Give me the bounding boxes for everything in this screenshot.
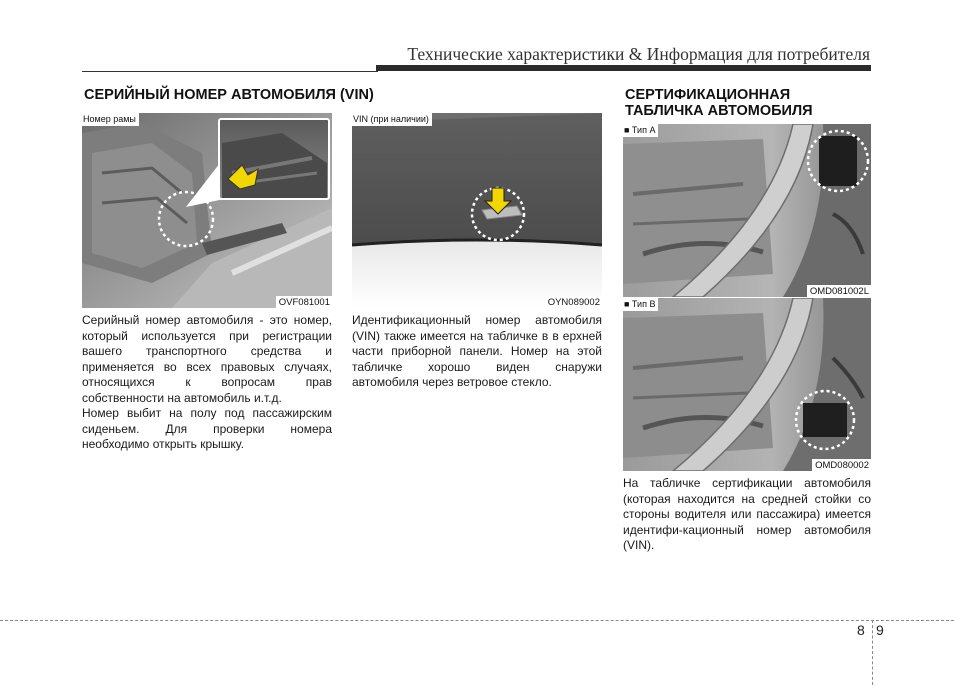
cert-section-title: [625, 87, 813, 119]
seat-floor-photo: [82, 113, 332, 308]
frame-number-figure: [82, 113, 332, 308]
vin-paragraph-2: Номер выбит на полу под пассажирским сиденьем. Для проверки номера необходимо открыть крышку.: [82, 406, 332, 451]
dashboard-vin-figure: [352, 113, 602, 308]
cert-type-b-label: ■ Тип B: [623, 298, 658, 311]
vin-text-column-2: [352, 313, 602, 391]
cert-paragraph-1: На табличке сертификации автомобиля (которая находится на средней стойки со стороны водителя или пассажира) имеется идентифи-кационный номер автомобиля (VIN).: [623, 476, 871, 552]
footer-dashed-rule: [0, 620, 954, 621]
cert-type-a-label: ■ Тип A: [623, 124, 658, 137]
vin-section-title: СЕРИЙНЫЙ НОМЕР АВТОМОБИЛЯ (VIN): [84, 87, 374, 103]
cert-type-b-code: OMD080002: [812, 459, 871, 471]
dashboard-vin-figure-label: VIN (при наличии): [352, 113, 432, 126]
cert-type-b-figure: [623, 298, 871, 471]
header-rule-thick: [376, 65, 871, 71]
header-rule-thin: [82, 71, 378, 72]
cert-title-line-1: СЕРТИФИКАЦИОННАЯ: [625, 87, 791, 103]
cert-type-a-code: OMD081002L: [807, 285, 871, 297]
cert-title-line-2: ТАБЛИЧКА АВТОМОБИЛЯ: [625, 103, 813, 119]
dashboard-vin-figure-code: OYN089002: [545, 296, 602, 308]
vin-paragraph-3: Идентификационный номер автомобиля (VIN) также имеется на табличке в в ерхней части приборной панели. Номер на этой табличке хорошо виден снаружи автомобиля через ветровое стекло.: [352, 313, 602, 389]
door-pillar-photo-b: [623, 298, 871, 471]
vin-paragraph-1: Серийный номер автомобиля - это номер, который используется при регистрации вашего транспортного средства и применяется во всех правовых случаях, относящихся к вопросам прав собственности на автомобиль и.т.д.: [82, 313, 332, 405]
page-header-title: Технические характеристики & Информация для потребителя: [407, 44, 870, 64]
vin-text-column-1: [82, 313, 332, 453]
cert-type-a-figure: [623, 124, 871, 297]
door-pillar-photo-a: [623, 124, 871, 297]
cert-text-column: [623, 476, 871, 554]
frame-number-figure-code: OVF081001: [276, 296, 332, 308]
windshield-photo: [352, 113, 602, 308]
page-number-page: 9: [876, 622, 884, 638]
page-number-chapter: 8: [857, 622, 865, 638]
frame-number-figure-label: Номер рамы: [82, 113, 139, 126]
page-number-divider: [872, 620, 873, 685]
